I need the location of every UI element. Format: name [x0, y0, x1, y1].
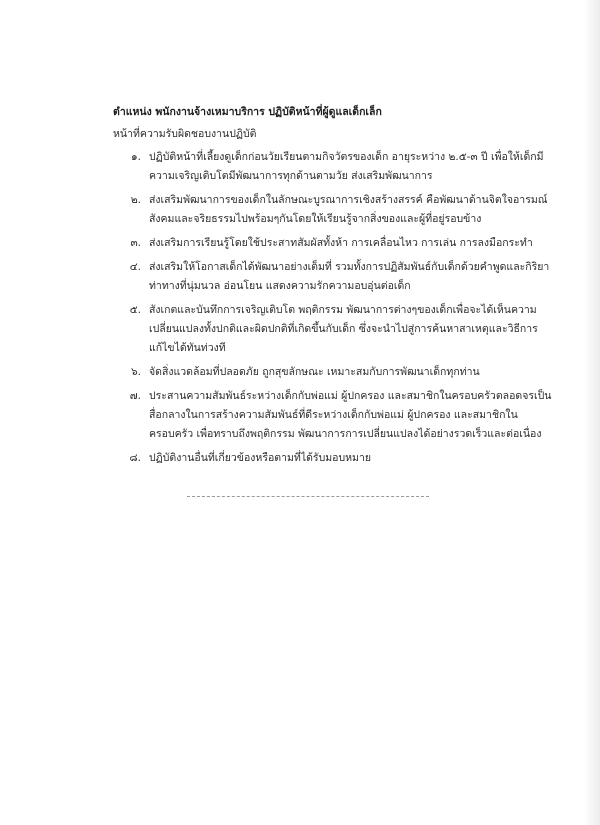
duty-text: ปฏิบัติงานอื่นที่เกี่ยวข้องหรือตามที่ได้รับมอบหมาย	[149, 452, 372, 464]
duty-item	[113, 191, 553, 229]
section-heading: หน้าที่ความรับผิดชอบงานปฏิบัติ	[113, 128, 257, 140]
duty-number: ๑.	[130, 151, 141, 163]
duty-number: ๓.	[130, 237, 141, 249]
duty-item	[113, 387, 553, 444]
duty-text: ปฏิบัติหน้าที่เลี้ยงดูเด็กก่อนวัยเรียนตามกิจวัตรของเด็ก อายุระหว่าง ๒.๕-๓ ปี เพื่อให้เด็กมีความเจริญเติบโตมีพัฒนาการทุกด้านตามวัย ส่งเสริมพัฒนาการ	[149, 151, 544, 182]
duty-text: จัดสิ่งแวดล้อมที่ปลอดภัย ถูกสุขลักษณะ เหมาะสมกับการพัฒนาเด็กทุกท่าน	[149, 366, 480, 378]
duty-text: ส่งเสริมพัฒนาการของเด็กในลักษณะบูรณาการเชิงสร้างสรรค์ คือพัฒนาด้านจิตใจอารมณ์ สังคมและจริยธรรมไปพร้อมๆกันโดยให้เรียนรู้จากสิ่งของและผู้ที่อยู่รอบข้าง	[149, 194, 548, 225]
duty-text: ประสานความสัมพันธ์ระหว่างเด็กกับพ่อแม่ ผู้ปกครอง และสมาชิกในครอบครัวตลอดจรเป็นสื่อกลางในการสร้างความสัมพันธ์ที่ดีระหว่างเด็กกับพ่อแม่ ผู้ปกครอง และสมาชิกในครอบครัว เพื่อทราบถึงพฤติกรรม พัฒนาการการเปลี่ยนแปลงได้อย่างรวดเร็วและต่อเนื่อง	[149, 390, 552, 440]
duties-list	[113, 148, 553, 468]
dotted-separator	[187, 496, 429, 497]
duty-item	[113, 234, 553, 253]
duty-item	[113, 148, 553, 186]
duty-text: สังเกตและบันทึกการเจริญเติบโต พฤติกรรม พัฒนาการต่างๆของเด็กเพื่อจะได้เห็นความเปลี่ยนแปลงทั้งปกติและผิดปกติที่เกิดขึ้นกับเด็ก ซึ่งจะนำไปสู่การค้นหาสาเหตุและวิธีการแก้ไขได้ทันท่วงที	[149, 304, 538, 354]
duty-number: ๒.	[130, 194, 141, 206]
document-title: ตำแหน่ง พนักงานจ้างเหมาบริการ ปฏิบัติหน้าที่ผู้ดูแลเด็กเล็ก	[113, 106, 382, 118]
duty-item	[113, 449, 553, 468]
duty-text: ส่งเสริมการเรียนรู้โดยใช้ประสาทสัมผัสทั้งห้า การเคลื่อนไหว การเล่น การลงมือกระทำ	[149, 237, 533, 249]
duty-number: ๘.	[129, 452, 141, 464]
duty-item	[113, 363, 553, 382]
duty-number: ๔.	[129, 261, 141, 273]
duty-number: ๖.	[130, 366, 141, 378]
duty-number: ๗.	[129, 390, 141, 402]
document-body	[113, 104, 553, 473]
duty-item	[113, 301, 553, 358]
scan-edge-shadow	[584, 0, 600, 825]
duty-number: ๕.	[129, 304, 141, 316]
duty-text: ส่งเสริมให้โอกาสเด็กได้พัฒนาอย่างเต็มที่ รวมทั้งการปฏิสัมพันธ์กับเด็กด้วยคำพูดและกิริยาท่าทางที่นุ่มนวล อ่อนโยน แสดงความรักความอบอุ่นต่อเด็ก	[149, 261, 550, 292]
duty-item	[113, 258, 553, 296]
